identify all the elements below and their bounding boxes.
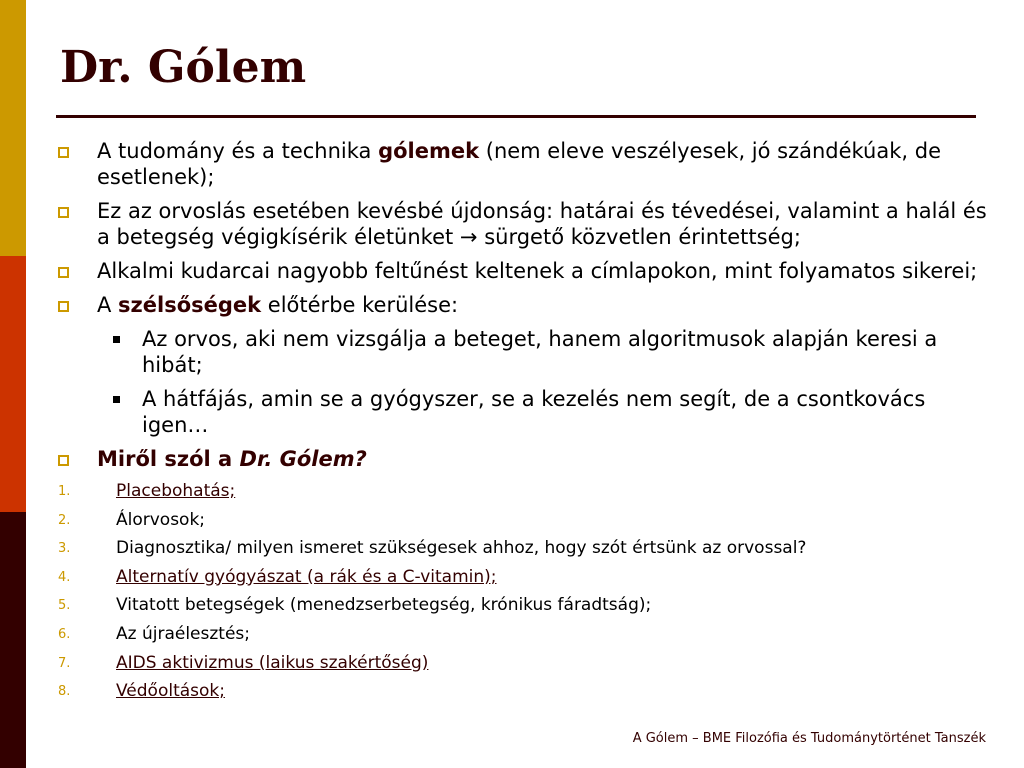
slide-content xyxy=(58,138,988,709)
list-item: 1. Placebohatás; xyxy=(58,481,236,501)
chapter-link-placebo[interactable]: Placebohatás; xyxy=(116,481,236,501)
hollow-square-bullet-icon xyxy=(58,301,69,312)
bullet-failures: Alkalmi kudarcai nagyobb feltűnést keltenek a címlapokon, mint folyamatos sikerei; xyxy=(58,258,988,284)
side-stripe-orange xyxy=(0,256,26,512)
chapter-link-vaccines[interactable]: Védőoltások; xyxy=(116,681,225,702)
bold-term: szélsőségek xyxy=(118,293,262,317)
list-item: 7. AIDS aktivizmus (laikus szakértőség) xyxy=(58,652,429,673)
list-item: 6. Az újraélesztés; xyxy=(58,623,250,644)
chapter-link-aids[interactable]: AIDS aktivizmus (laikus szakértőség) xyxy=(116,652,429,673)
list-item: 4. Alternatív gyógyászat (a rák és a C-vitamin); xyxy=(58,566,497,587)
bullet-about: Miről szól a Dr. Gólem? xyxy=(58,446,988,472)
arrow-right-icon: → xyxy=(459,225,478,249)
title-divider xyxy=(56,115,976,118)
list-item: 3. Diagnosztika/ milyen ismeret szükségesek ahhoz, hogy szót értsünk az orvossal? xyxy=(58,538,807,559)
chapter-list xyxy=(58,480,988,702)
bold-term: gólemek xyxy=(378,139,480,163)
list-item: 5. Vitatott betegségek (menedzserbetegség, krónikus fáradtság); xyxy=(58,595,652,616)
bullet-extremes: A szélsőségek előtérbe kerülése: xyxy=(58,292,988,318)
bullet-golems: A tudomány és a technika gólemek (nem eleve veszélyesek, jó szándékúak, de esetlenek); xyxy=(58,138,988,190)
hollow-square-bullet-icon xyxy=(58,147,69,158)
filled-square-bullet-icon xyxy=(113,336,120,343)
list-item: 2. Álorvosok; xyxy=(58,509,206,530)
filled-square-bullet-icon xyxy=(113,396,120,403)
chapter-link-alternative[interactable]: Alternatív gyógyászat (a rák és a C-vitamin); xyxy=(116,566,497,587)
slide-footer: A Gólem – BME Filozófia és Tudománytörténet Tanszék xyxy=(632,731,986,746)
side-stripe-gold xyxy=(0,0,26,256)
slide-title: Dr. Gólem xyxy=(60,42,307,93)
bullet-medicine: Ez az orvoslás esetében kevésbé újdonság: határai és tévedései, valamint a halál és a betegség végigkísérik életünket → sürgető közvetlen érintettség; xyxy=(58,198,988,250)
hollow-square-bullet-icon xyxy=(58,267,69,278)
hollow-square-bullet-icon xyxy=(58,207,69,218)
side-stripe-dark xyxy=(0,512,26,768)
list-item: 8. Védőoltások; xyxy=(58,681,225,702)
sub-bullet: A hátfájás, amin se a gyógyszer, se a kezelés nem segít, de a csontkovács igen… xyxy=(58,386,988,438)
sub-bullet: Az orvos, aki nem vizsgálja a beteget, hanem algoritmusok alapján keresi a hibát; xyxy=(58,326,988,378)
hollow-square-bullet-icon xyxy=(58,455,69,466)
